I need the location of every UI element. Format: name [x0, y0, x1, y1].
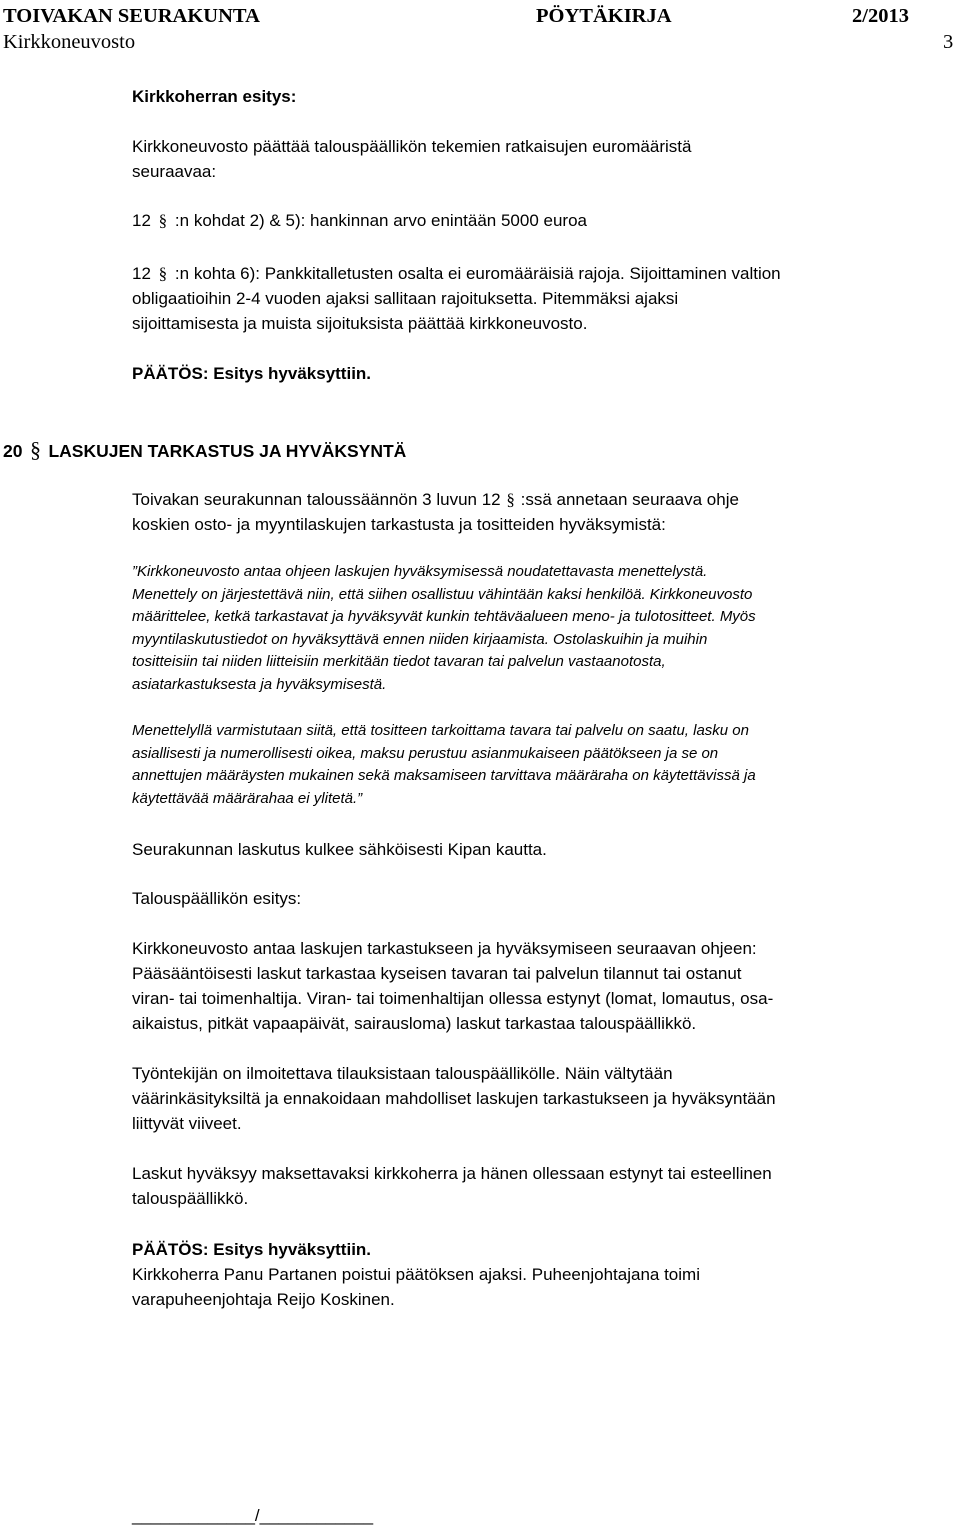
section1-p2-number: 12	[132, 211, 151, 230]
section2-title: LASKUJEN TARKASTUS JA HYVÄKSYNTÄ	[48, 441, 407, 461]
quote2-line2: asiallisesti ja numerollisesti oikea, maksu perustuu asianmukaiseen päätökseen ja se on	[132, 745, 719, 762]
section1-p1-line2: seuraavaa:	[132, 162, 217, 181]
quote1-line4: myyntilaskutustiedot on hyväksyttävä ennen niiden kirjaamista. Ostolaskuihin ja muihin	[132, 631, 708, 648]
section-sign-icon: §	[29, 437, 41, 462]
after-decision-line1: Kirkkoherra Panu Partanen poistui päätöksen ajaksi. Puheenjohtajana toimi	[132, 1265, 700, 1284]
proposal-p3-line1: Laskut hyväksyy maksettavaksi kirkkoherra ja hänen ollessaan estynyt tai esteellinen	[132, 1164, 772, 1183]
proposal-p2-line2: väärinkäsityksiltä ja ennakoidaan mahdolliset laskujen tarkastukseen ja hyväksyntään	[132, 1089, 776, 1108]
section1-p3-line2: obligaatioihin 2-4 vuoden ajaksi sallitaan rajoituksetta. Pitemmäksi ajaksi	[132, 289, 679, 308]
header-doc-number: 2/2013	[852, 5, 909, 27]
section1-p2-text: :n kohdat 2) & 5): hankinnan arvo enintään 5000 euroa	[174, 211, 587, 230]
proposal-p1-line1: Kirkkoneuvosto antaa laskujen tarkastukseen ja hyväksymiseen seuraavan ohjeen:	[132, 939, 757, 958]
header-doc-type: PÖYTÄKIRJA	[536, 5, 672, 27]
section2-intro-text-a: Toivakan seurakunnan taloussäännön 3 luvun 12	[132, 490, 501, 509]
section2-intro-line2: koskien osto- ja myyntilaskujen tarkastusta ja tositteiden hyväksymistä:	[132, 515, 666, 534]
section2-intro-text-b: :ssä annetaan seuraava ohje	[520, 490, 739, 509]
signature-line: _____________/____________	[132, 1506, 374, 1525]
quote1-line2: Menettely on järjestettävä niin, että siihen osallistuu vähintään kaksi henkilöä. Kirkkoneuvosto	[132, 586, 753, 603]
section2-number: 20	[3, 441, 23, 461]
section1-p3-line1	[132, 261, 781, 286]
section2-decision: PÄÄTÖS: Esitys hyväksyttiin.	[132, 1240, 372, 1259]
section2-intro-line1	[132, 487, 739, 512]
quote1-line1: ”Kirkkoneuvosto antaa ohjeen laskujen hyväksymisessä noudatettavasta menettelystä.	[132, 563, 708, 580]
quote1-line3: määrittelee, ketkä tarkastavat ja hyväksyvät kunkin tehtäväalueen meno- ja tulotositteet. Myös	[132, 608, 756, 625]
quote2-line4: käytettävää määrärahaa ei ylitetä.”	[132, 790, 363, 807]
section1-p1-line1: Kirkkoneuvosto päättää talouspäällikön tekemien ratkaisujen euromääristä	[132, 137, 692, 156]
proposal-p1-line3: viran- tai toimenhaltija. Viran- tai toimenhaltijan ollessa estynyt (lomat, lomautus, osa-	[132, 989, 774, 1008]
header-page-number: 3	[943, 31, 954, 53]
proposal-heading: Talouspäällikön esitys:	[132, 889, 302, 908]
header-body: Kirkkoneuvosto	[3, 31, 136, 53]
proposal-p2-line1: Työntekijän on ilmoitettava tilauksistaan talouspäällikölle. Näin vältytään	[132, 1064, 673, 1083]
quote2-line1: Menettelyllä varmistutaan siitä, että tositteen tarkoittama tavara tai palvelu on saatu, lasku on	[132, 722, 749, 739]
header-parish: TOIVAKAN SEURAKUNTA	[3, 5, 260, 27]
proposal-p1-line4: aikaistus, pitkät vapaapäivät, sairausloma) laskut tarkastaa talouspäällikkö.	[132, 1014, 697, 1033]
quote1-line6: asiatarkastuksesta ja hyväksymisestä.	[132, 676, 387, 693]
section1-p3-text: :n kohta 6): Pankkitalletusten osalta ei euromääräisiä rajoja. Sijoittaminen valtion	[174, 264, 781, 283]
quote2-line3: annettujen määräysten mukainen sekä maksamiseen tarvittava määräraha on käytettävissä ja	[132, 767, 756, 784]
section1-heading: Kirkkoherran esitys:	[132, 87, 297, 106]
section1-p3-number: 12	[132, 264, 151, 283]
after-decision-line2: varapuheenjohtaja Reijo Koskinen.	[132, 1290, 395, 1309]
section-sign-icon: §	[158, 264, 168, 283]
proposal-p2-line3: liittyvät viiveet.	[132, 1114, 242, 1133]
billing-note: Seurakunnan laskutus kulkee sähköisesti Kipan kautta.	[132, 840, 547, 859]
section1-p3-line3: sijoittamisesta ja muista sijoituksista päättää kirkkoneuvosto.	[132, 314, 588, 333]
section1-decision: PÄÄTÖS: Esitys hyväksyttiin.	[132, 364, 372, 383]
section-sign-icon: §	[506, 490, 515, 509]
proposal-p3-line2: talouspäällikkö.	[132, 1189, 249, 1208]
section2-title-line	[3, 437, 406, 464]
section1-p2	[132, 208, 587, 233]
quote1-line5: tositteisiin tai niiden liitteisiin merkitään tiedot tavaran tai palvelun vastaanotosta,	[132, 653, 666, 670]
section-sign-icon: §	[158, 211, 168, 230]
proposal-p1-line2: Pääsääntöisesti laskut tarkastaa kyseisen tavaran tai palvelun tilannut tai ostanut	[132, 964, 742, 983]
